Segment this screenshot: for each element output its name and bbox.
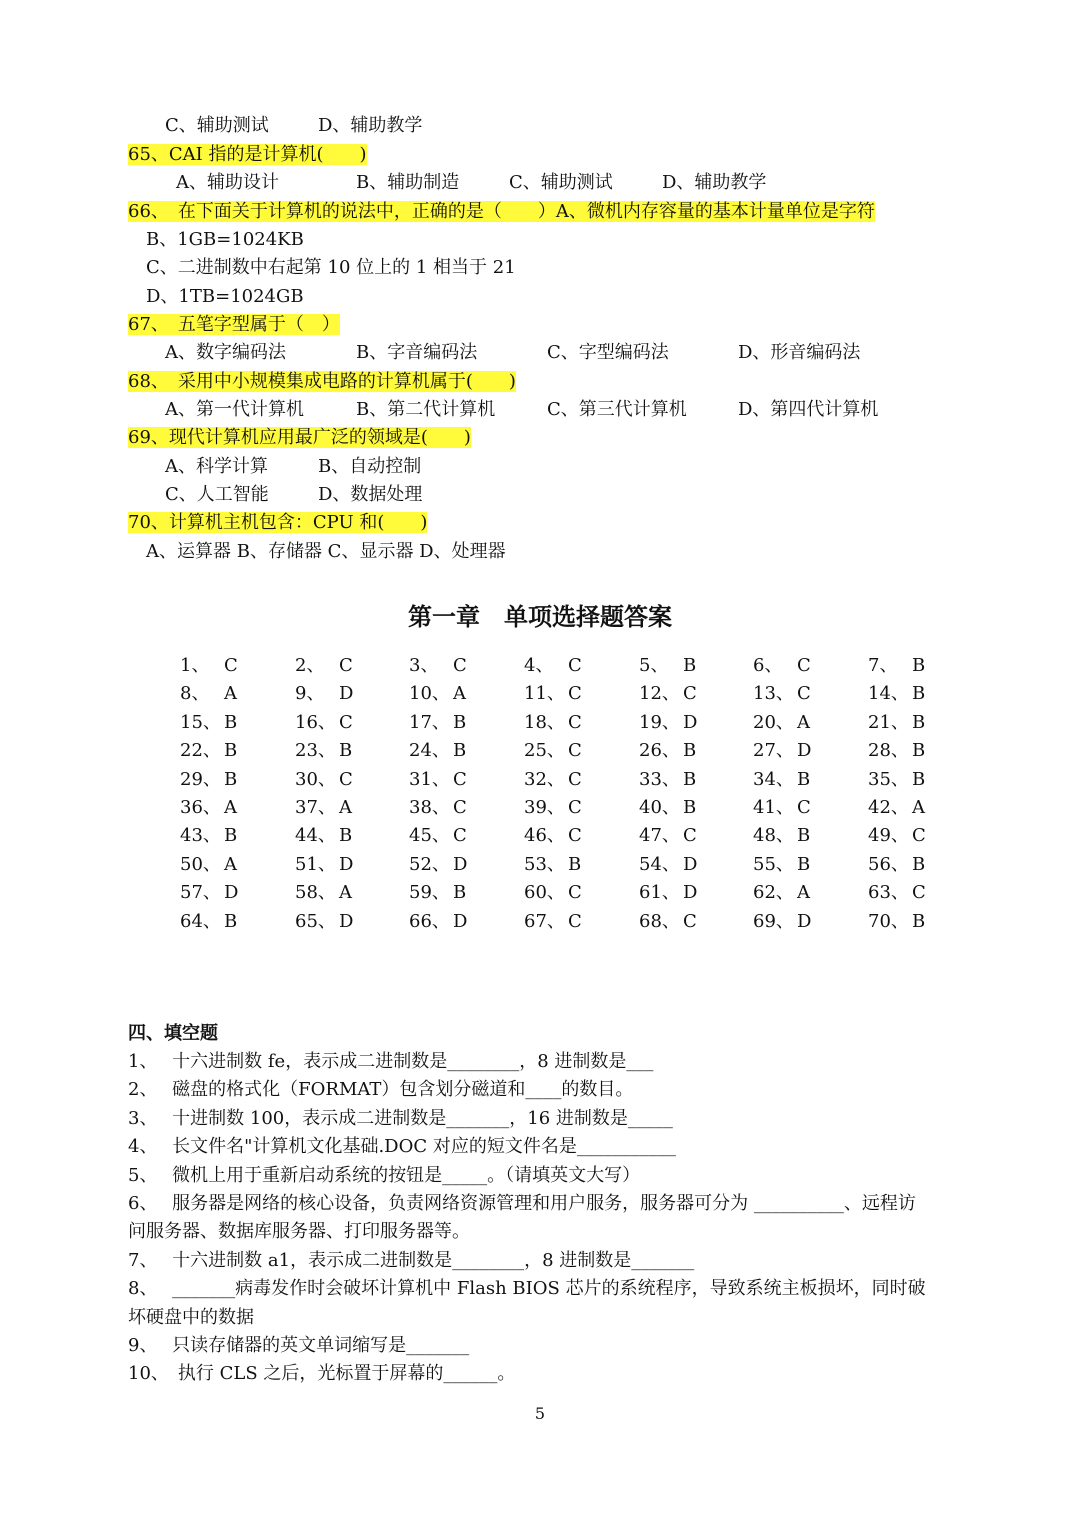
answer-cell [295,853,353,877]
answer-cell [524,682,582,706]
answer-number: 37、 [295,797,336,818]
answer-letter: D [683,853,698,875]
answer-letter: B [683,797,697,818]
answer-cell [524,881,582,905]
question-67-stem: 67、 五笔字型属于（ ） [128,314,340,335]
answer-number: 18、 [524,711,565,733]
answer-number: 65、 [295,910,336,932]
fill-in-line: 10、 执行 CLS 之后，光标置于屏幕的______。 [128,1363,516,1385]
fill-in-line: 9、 只读存储器的英文单词缩写是_______ [128,1335,470,1356]
q68-option-b: B、第二代计算机 [356,399,496,420]
q69-option-a: A、科学计算 [165,456,268,477]
answer-cell [753,739,811,763]
answer-cell [868,711,925,735]
answer-cell [868,768,925,792]
answer-letter: B [224,740,238,762]
q66-option-b: B、1GB=1024KB [146,229,304,250]
answer-number: 50、 [180,853,221,875]
answer-letter: C [683,910,697,932]
answer-letter: B [568,853,582,875]
answer-number: 23、 [295,740,336,762]
fill-in-line: 1、 十六进制数 fe，表示成二进制数是________，8 进制数是___ [128,1051,654,1072]
answer-letter: D [453,853,468,875]
answer-cell [409,881,466,905]
answer-cell [639,824,697,848]
answer-letter: D [339,853,354,875]
answer-cell [524,768,582,792]
answer-number: 28、 [868,740,909,762]
answer-cell [868,881,926,905]
answer-letter: C [568,825,582,847]
question-65-stem: 65、CAI 指的是计算机( ) [128,144,367,165]
answer-number: 67、 [524,910,565,932]
answer-letter: C [568,740,582,762]
answer-number: 54、 [639,853,680,875]
answer-cell [524,654,582,678]
answer-letter: C [339,711,353,733]
answer-letter: D [453,910,468,932]
answer-cell [639,853,697,877]
answer-letter: D [797,910,812,932]
answer-number: 45、 [409,825,450,847]
answer-number: 36、 [180,797,221,818]
answer-cell [409,654,467,678]
answer-number: 29、 [180,768,221,790]
page-number: 5 [534,1404,546,1423]
question-68-stem: 68、 采用中小规模集成电路的计算机属于( ) [128,371,516,392]
answer-cell [753,910,811,934]
answer-number: 53、 [524,853,565,875]
answer-number: 66、 [409,910,450,932]
answer-number: 64、 [180,910,221,932]
answer-number: 11、 [524,683,565,705]
answer-cell [180,768,237,792]
fill-in-line: 7、 十六进制数 a1，表示成二进制数是________，8 进制数是_______ [128,1249,695,1271]
answer-number: 68、 [639,910,680,932]
q69-option-b: B、自动控制 [318,456,422,477]
answer-number: 9、 [295,683,325,705]
answer-cell [524,910,582,934]
answer-number: 21、 [868,711,909,733]
answer-number: 33、 [639,768,680,790]
answer-cell [409,682,466,706]
answer-number: 44、 [295,825,336,847]
answer-letter: C [568,797,582,818]
answer-cell [180,881,238,905]
question-66-stem: 66、 在下面关于计算机的说法中，正确的是（ ）A、微机内存容量的基本计量单位是字符 [128,201,875,222]
q66-option-d: D、1TB=1024GB [146,286,304,307]
answer-number: 70、 [868,910,909,932]
answer-number: 43、 [180,825,221,847]
answer-letter: C [797,797,811,818]
answer-cell [180,654,238,678]
answer-cell [524,853,581,877]
answer-cell [639,739,696,763]
fill-in-line: 问服务器、数据库服务器、打印服务器等。 [128,1221,470,1243]
answer-number: 41、 [753,797,794,818]
q67-option-d: D、形音编码法 [738,342,861,363]
answer-letter: B [453,740,467,762]
q68-option-c: C、第三代计算机 [547,399,687,420]
answer-number: 59、 [409,882,450,904]
answer-letter: A [339,882,352,904]
answer-letter: B [797,853,811,875]
answer-letter: B [453,882,467,904]
answer-letter: D [224,882,239,904]
answer-number: 22、 [180,740,221,762]
answer-letter: C [683,683,697,705]
answer-cell [639,768,696,792]
answer-cell [753,682,811,706]
answer-cell [639,910,697,934]
q67-option-b: B、字音编码法 [356,342,478,363]
answer-letter: C [683,825,697,847]
answer-number: 32、 [524,768,565,790]
answer-number: 46、 [524,825,565,847]
answer-cell [868,796,925,820]
answer-number: 47、 [639,825,680,847]
fill-in-line: 6、 服务器是网络的核心设备，负责网络资源管理和用户服务，服务器可分为 __________、远程访 [128,1193,916,1214]
answer-letter: C [568,768,582,790]
answer-number: 42、 [868,797,909,818]
answer-number: 2、 [295,655,325,676]
answer-letter: C [797,683,811,705]
answer-number: 24、 [409,740,450,762]
answer-number: 60、 [524,882,565,904]
answer-cell [295,654,353,678]
answer-cell [180,824,237,848]
answer-letter: C [568,882,582,904]
answer-letter: C [568,683,582,705]
answer-letter: B [912,655,926,676]
answer-number: 20、 [753,711,794,733]
answer-letter: C [453,797,467,818]
q69-option-c: C、人工智能 [165,484,269,505]
answer-number: 26、 [639,740,680,762]
answer-cell [409,768,467,792]
question-70 [128,511,427,535]
answer-number: 27、 [753,740,794,762]
answer-number: 48、 [753,825,794,847]
answer-letter: B [224,910,238,932]
q65-option-c: C、辅助测试 [509,172,613,193]
q65-option-a: A、辅助设计 [176,172,279,193]
answer-letter: D [797,740,812,762]
answer-cell [753,881,810,905]
answer-cell [409,711,466,735]
answer-letter: B [912,853,926,875]
answer-letter: A [224,683,237,705]
option-c: C、辅助测试 [165,115,269,136]
answer-letter: A [339,797,352,818]
answer-letter: D [683,711,698,733]
answer-cell [180,739,237,763]
answer-cell [868,853,925,877]
question-67 [128,313,340,337]
answer-letter: A [224,797,237,818]
answer-letter: B [912,740,926,762]
q67-option-c: C、字型编码法 [547,342,669,363]
answer-cell [639,711,697,735]
q65-option-d: D、辅助教学 [662,172,767,193]
answer-number: 4、 [524,655,554,676]
answer-cell [753,654,811,678]
answer-cell [409,853,467,877]
fill-in-line: 4、 长文件名"计算机文化基础.DOC 对应的短文件名是___________ [128,1136,676,1158]
answer-letter: C [568,910,582,932]
answer-letter: B [453,711,467,733]
answer-cell [295,711,353,735]
question-68 [128,370,516,394]
answer-cell [295,824,352,848]
answer-number: 61、 [639,882,680,904]
answer-cell [180,910,237,934]
answer-number: 6、 [753,655,783,676]
answer-number: 51、 [295,853,336,875]
answer-cell [295,910,353,934]
answer-cell [295,739,352,763]
fill-in-line: 3、 十进制数 100，表示成二进制数是_______，16 进制数是_____ [128,1107,673,1129]
chapter-title: 第一章 单项选择题答案 [408,603,672,631]
answer-letter: D [683,882,698,904]
answer-number: 69、 [753,910,794,932]
answer-letter: B [912,711,926,733]
answer-number: 31、 [409,768,450,790]
answer-letter: C [453,825,467,847]
answer-letter: B [912,910,926,932]
answer-cell [753,768,810,792]
answer-cell [868,910,925,934]
answer-letter: B [339,740,353,762]
answer-letter: B [224,711,238,733]
answer-cell [409,910,467,934]
answer-cell [295,682,353,706]
answer-number: 13、 [753,683,794,705]
answer-number: 49、 [868,825,909,847]
answer-letter: B [797,825,811,847]
fill-in-line: 坏硬盘中的数据 [128,1306,254,1328]
answer-number: 52、 [409,853,450,875]
answer-letter: A [224,853,237,875]
answer-letter: D [339,683,354,705]
answer-number: 12、 [639,683,680,705]
q70-options: A、运算器 B、存储器 C、显示器 D、处理器 [146,541,506,562]
answer-cell [180,682,237,706]
question-69-stem: 69、现代计算机应用最广泛的领域是( ) [128,427,471,448]
answer-cell [295,881,352,905]
answer-number: 3、 [409,655,439,676]
answer-letter: C [224,655,238,676]
answer-letter: B [339,825,353,847]
answer-cell [180,853,237,877]
answer-number: 19、 [639,711,680,733]
answer-cell [639,881,697,905]
q65-option-b: B、辅助制造 [356,172,460,193]
answer-cell [753,711,810,735]
answer-number: 7、 [868,655,898,676]
answer-letter: C [568,711,582,733]
section-title: 四、填空题 [128,1023,218,1044]
answer-number: 35、 [868,768,909,790]
answer-number: 15、 [180,711,221,733]
answer-letter: B [683,740,697,762]
answer-number: 57、 [180,882,221,904]
answer-letter: A [797,711,810,733]
fill-in-line: 5、 微机上用于重新启动系统的按钮是_____。（请填英文大写） [128,1164,641,1186]
question-70-stem: 70、计算机主机包含：CPU 和( ) [128,512,428,533]
answer-letter: B [797,768,811,790]
answer-letter: C [453,655,467,676]
answer-cell [409,796,467,820]
answer-number: 16、 [295,711,336,733]
answer-cell [524,824,582,848]
answer-number: 40、 [639,797,680,818]
answer-number: 62、 [753,882,794,904]
answer-number: 30、 [295,768,336,790]
answer-letter: C [797,655,811,676]
answer-letter: A [797,882,810,904]
answer-letter: C [453,768,467,790]
answer-cell [295,768,353,792]
answer-cell [639,654,696,678]
answer-cell [868,824,926,848]
q68-option-a: A、第一代计算机 [165,399,304,420]
answer-cell [409,824,467,848]
answer-letter: C [568,655,582,676]
answer-cell [753,853,810,877]
answer-cell [180,796,237,820]
answer-number: 34、 [753,768,794,790]
answer-cell [639,682,697,706]
answer-number: 56、 [868,853,909,875]
answer-letter: D [339,910,354,932]
answer-number: 1、 [180,655,210,676]
answer-letter: B [683,768,697,790]
answer-cell [753,824,810,848]
answer-letter: B [912,683,926,705]
answer-cell [295,796,352,820]
answer-number: 8、 [180,683,210,705]
answer-number: 25、 [524,740,565,762]
answer-letter: C [339,655,353,676]
answer-letter: B [224,825,238,847]
option-d: D、辅助教学 [318,115,423,136]
answer-letter: C [339,768,353,790]
answer-cell [524,796,582,820]
q67-option-a: A、数字编码法 [165,342,286,363]
answer-cell [639,796,696,820]
answer-cell [868,654,925,678]
answer-cell [409,739,466,763]
fill-in-line: 2、 磁盘的格式化（FORMAT）包含划分磁道和____的数目。 [128,1079,634,1101]
question-65 [128,143,367,167]
q66-option-c: C、二进制数中右起第 10 位上的 1 相当于 21 [146,257,516,278]
answer-number: 55、 [753,853,794,875]
answer-cell [524,739,582,763]
answer-cell [868,739,925,763]
answer-number: 39、 [524,797,565,818]
answer-number: 63、 [868,882,909,904]
answer-letter: A [453,683,466,705]
answer-cell [180,711,237,735]
answer-letter: B [912,768,926,790]
answer-cell [868,682,925,706]
answer-number: 14、 [868,683,909,705]
q68-option-d: D、第四代计算机 [738,399,879,420]
answer-number: 17、 [409,711,450,733]
answer-letter: B [683,655,697,676]
answer-number: 5、 [639,655,669,676]
answer-number: 38、 [409,797,450,818]
answer-letter: B [224,768,238,790]
question-66 [128,200,875,224]
answer-cell [753,796,811,820]
answer-letter: C [912,825,926,847]
answer-number: 58、 [295,882,336,904]
answer-number: 10、 [409,683,450,705]
question-69 [128,426,471,450]
answer-cell [524,711,582,735]
answer-letter: C [912,882,926,904]
fill-in-line: 8、 _______病毒发作时会破坏计算机中 Flash BIOS 芯片的系统程序，导致系统主板损坏，同时破 [128,1278,926,1300]
q69-option-d: D、数据处理 [318,484,423,505]
answer-letter: A [912,797,925,818]
